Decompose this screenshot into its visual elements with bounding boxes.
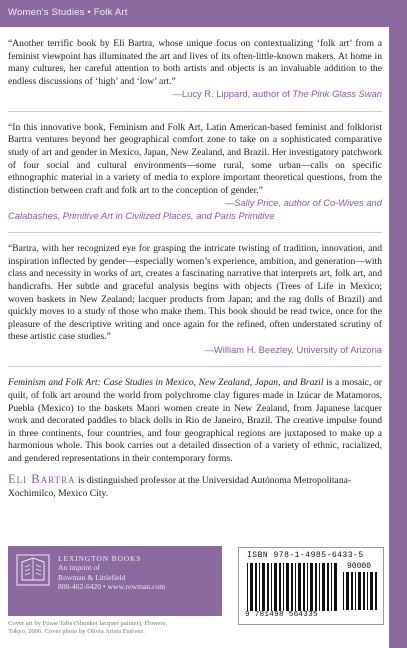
publisher-parent: Rowman & Littlefield bbox=[58, 572, 126, 582]
cover-credit: Cover art by Fusae Taba (Shunkei lacquer painter), Flowers, Tokyo, 2006. Cover photo by Olivia Arista Estévez. bbox=[8, 620, 168, 636]
quote-attribution: —William H. Beezley, University of Arizona bbox=[204, 343, 382, 355]
top-banner bbox=[0, 0, 389, 27]
quote-text: “In this innovative book, Feminism and Folk Art, Latin American-based feminist and folklorist Bartra ventures beyond her geographical comfort zone to take on a sophisticated comparative study of art and gender in Mexico, Japan, New Zealand, and Brazil. Her investigatory patchwork of four social and cultural environments—some rural, some urban—calls on specific ethnographic material in a variety of media to explore important theoretical questions, from the distinction between craft and folk art to the conception of gender.” bbox=[8, 121, 382, 196]
author-bio: Eli Bartra is distinguished professor at the Universidad Autónoma Metropolitana-Xochimilco, Mexico City. bbox=[8, 472, 352, 500]
price-code: 90000 bbox=[347, 562, 372, 571]
barcode-bars-icon bbox=[247, 563, 339, 611]
divider bbox=[8, 111, 382, 112]
publisher-panel bbox=[8, 546, 222, 616]
publisher-name: LEXINGTON BOOKS bbox=[58, 554, 142, 563]
review-quote-1 bbox=[8, 38, 382, 101]
quote-text: “Another terrific book by Eli Bartra, whose unique focus on contextualizing ‘folk art’ from a feminist viewpoint has illuminated the art and lives of its often-little-known makers. At home in many cultures, her careful attention to both artists and objects is an invaluable addition to the endless discussions of ‘high’ and ‘low’ art.” bbox=[8, 38, 382, 87]
divider bbox=[8, 366, 382, 367]
barcode-number: 9 781498 564335 bbox=[245, 611, 318, 619]
book-description: Feminism and Folk Art: Case Studies in Mexico, New Zealand, Japan, and Brazil is a mosaic, or quilt, of folk art around the world from polychrome clay figures made in Izúcar de Matamoros, Puebla (Mexico) to the baskets Maori women create in New Zealand, from Japanese lacquer work and decorated paddles to black dolls in Rio de Janeiro, Brazil. The creative impulse found in three continents, four countries, and four geographical regions are juxtaposed to make up a harmonious whole. This book carries out a detailed dissection of a variety of ethnic, racialized, and gendered representations in their contemporary forms. bbox=[8, 377, 382, 464]
publisher-info bbox=[58, 554, 165, 591]
back-cover-content bbox=[8, 38, 382, 501]
isbn-barcode bbox=[238, 547, 384, 625]
isbn-text: ISBN 978-1-4985-6433-5 bbox=[247, 551, 364, 560]
publisher-imprint: An imprint of bbox=[58, 563, 100, 573]
quote-attribution: —Sally Price, author of Co-Wives and bbox=[224, 197, 382, 209]
quote-text: “Bartra, with her recognized eye for grasping the intricate twisting of tradition, innovation, and inspiration inflected by gender—especially women’s experience, ambition, and generation—with class and necessity in works of art, creates a fascinating narrative that interprets art, folk art, and handicrafts. Her subtle and graceful analysis begins with objects (Trees of Life in Mexico; woven baskets in New Zealand; lacquer products from Japan; and the rag dolls of Brazil) and quickly moves to a study of those who make them. This book should be read twice, once for the pleasure of the descriptive writing and once again for the refined, often understated scrutiny of these artistic case studies.” bbox=[8, 243, 382, 343]
subject-category: Women’s Studies • Folk Art bbox=[8, 7, 128, 18]
barcode-addon-bars-icon bbox=[343, 572, 377, 610]
publisher-logo-icon bbox=[16, 554, 50, 586]
publisher-contact: 800-462-6420 • www.rowman.com bbox=[58, 581, 166, 591]
review-quote-2 bbox=[8, 122, 382, 222]
quote-attribution: —Lucy R. Lippard, author of The Pink Glass Swan bbox=[172, 88, 382, 100]
side-color-strip bbox=[389, 0, 407, 648]
review-quote-3 bbox=[8, 243, 382, 356]
author-name: Eli Bartra bbox=[8, 472, 76, 487]
quote-attribution-cont: Calabashes, Primitive Art in Civilized Places, and Paris Primitive bbox=[8, 209, 275, 221]
divider bbox=[8, 232, 382, 233]
